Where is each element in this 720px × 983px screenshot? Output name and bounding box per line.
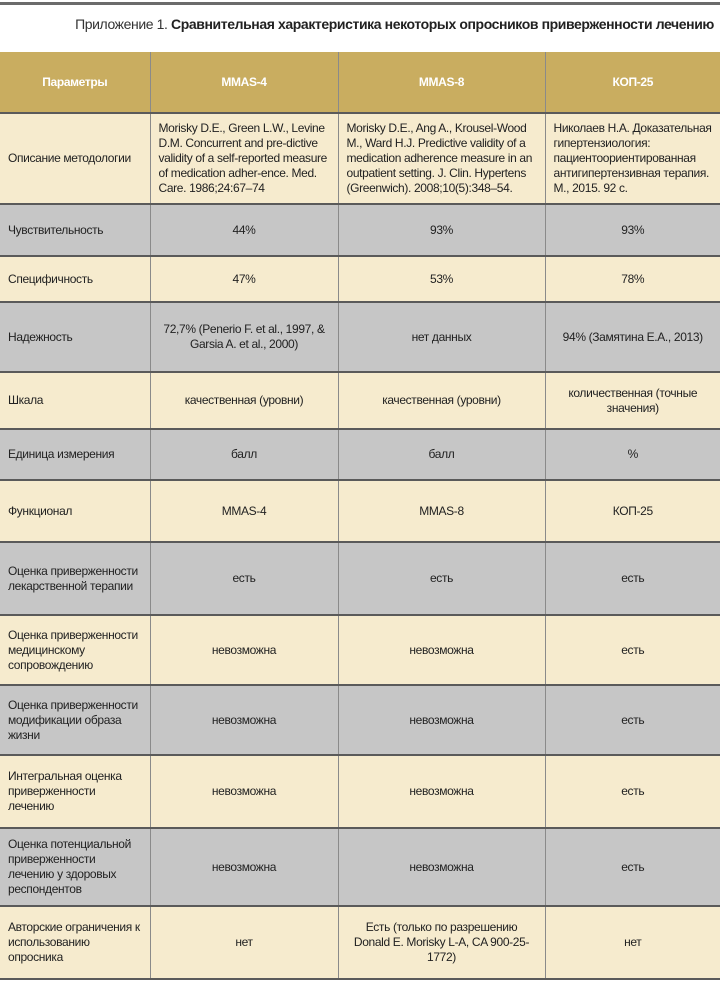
header-cell: MMAS-8 <box>338 52 545 113</box>
mmas8-cell: балл <box>338 429 545 480</box>
table-row <box>0 256 720 302</box>
mmas4-cell: невозможна <box>150 828 338 906</box>
kop25-cell: % <box>545 429 720 480</box>
table-row <box>0 755 720 828</box>
header-cell: MMAS-4 <box>150 52 338 113</box>
kop25-cell: количественная (точные значения) <box>545 372 720 429</box>
mmas4-cell: невозможна <box>150 755 338 828</box>
table-row <box>0 685 720 755</box>
mmas8-cell: MMAS-8 <box>338 480 545 542</box>
table-row <box>0 542 720 615</box>
param-cell: Описание методологии <box>0 113 150 204</box>
top-rule <box>0 2 720 5</box>
mmas4-cell: невозможна <box>150 685 338 755</box>
mmas4-cell: 72,7% (Penerio F. et al., 1997, & Garsia A. et al., 2000) <box>150 302 338 372</box>
header-cell: Параметры <box>0 52 150 113</box>
table-row <box>0 429 720 480</box>
mmas8-cell: невозможна <box>338 828 545 906</box>
table-row <box>0 113 720 204</box>
mmas4-cell: MMAS-4 <box>150 480 338 542</box>
mmas4-cell: Morisky D.E., Green L.W., Levine D.M. Concurrent and pre-dictive validity of a self-reported measure of medication adher-ence. Med. Care. 1986;24:67–74 <box>150 113 338 204</box>
header-row <box>0 52 720 113</box>
kop25-cell: КОП-25 <box>545 480 720 542</box>
mmas8-cell: невозможна <box>338 755 545 828</box>
mmas4-cell: нет <box>150 906 338 979</box>
table-row <box>0 828 720 906</box>
mmas4-cell: есть <box>150 542 338 615</box>
mmas4-cell: качественная (уровни) <box>150 372 338 429</box>
mmas4-cell: 47% <box>150 256 338 302</box>
param-cell: Специфичность <box>0 256 150 302</box>
kop25-cell: есть <box>545 542 720 615</box>
param-cell: Авторские ограничения к использованию опросника <box>0 906 150 979</box>
param-cell: Функционал <box>0 480 150 542</box>
mmas8-cell: невозможна <box>338 685 545 755</box>
param-cell: Оценка приверженности модификации образа жизни <box>0 685 150 755</box>
kop25-cell: 94% (Замятина Е.А., 2013) <box>545 302 720 372</box>
param-cell: Оценка потенциальной приверженности лечению у здоровых респондентов <box>0 828 150 906</box>
table-row <box>0 204 720 256</box>
mmas8-cell: 53% <box>338 256 545 302</box>
param-cell: Интегральная оценка приверженности лечению <box>0 755 150 828</box>
mmas4-cell: невозможна <box>150 615 338 685</box>
param-cell: Оценка приверженности медицинскому сопровождению <box>0 615 150 685</box>
kop25-cell: есть <box>545 828 720 906</box>
header-cell: КОП-25 <box>545 52 720 113</box>
table-row <box>0 480 720 542</box>
kop25-cell: 93% <box>545 204 720 256</box>
mmas8-cell: есть <box>338 542 545 615</box>
table-row <box>0 302 720 372</box>
param-cell: Единица измерения <box>0 429 150 480</box>
param-cell: Оценка приверженности лекарственной терапии <box>0 542 150 615</box>
mmas4-cell: балл <box>150 429 338 480</box>
mmas8-cell: 93% <box>338 204 545 256</box>
table-caption <box>75 16 714 32</box>
kop25-cell: есть <box>545 615 720 685</box>
caption-prefix: Приложение 1. <box>75 16 168 32</box>
kop25-cell: нет <box>545 906 720 979</box>
param-cell: Надежность <box>0 302 150 372</box>
kop25-cell: Николаев Н.А. Доказательная гипертензиология: пациентоориентированная антигипертензивная терапия. М., 2015. 92 с. <box>545 113 720 204</box>
mmas8-cell: Есть (только по разрешению Donald E. Morisky L-A, CA 900-25-1772) <box>338 906 545 979</box>
kop25-cell: есть <box>545 755 720 828</box>
kop25-cell: 78% <box>545 256 720 302</box>
mmas8-cell: невозможна <box>338 615 545 685</box>
comparison-table <box>0 52 720 980</box>
table-row <box>0 906 720 979</box>
mmas8-cell: нет данных <box>338 302 545 372</box>
caption-text: Сравнительная характеристика некоторых опросников приверженности лечению <box>171 16 714 32</box>
mmas8-cell: Morisky D.E., Ang A., Krousel-Wood M., Ward H.J. Predictive validity of a medication adherence measure in an outpatient setting. J. Clin. Hypertens (Greenwich). 2008;10(5):348–54. <box>338 113 545 204</box>
mmas4-cell: 44% <box>150 204 338 256</box>
mmas8-cell: качественная (уровни) <box>338 372 545 429</box>
kop25-cell: есть <box>545 685 720 755</box>
param-cell: Шкала <box>0 372 150 429</box>
param-cell: Чувствительность <box>0 204 150 256</box>
table-row <box>0 615 720 685</box>
table-row <box>0 372 720 429</box>
